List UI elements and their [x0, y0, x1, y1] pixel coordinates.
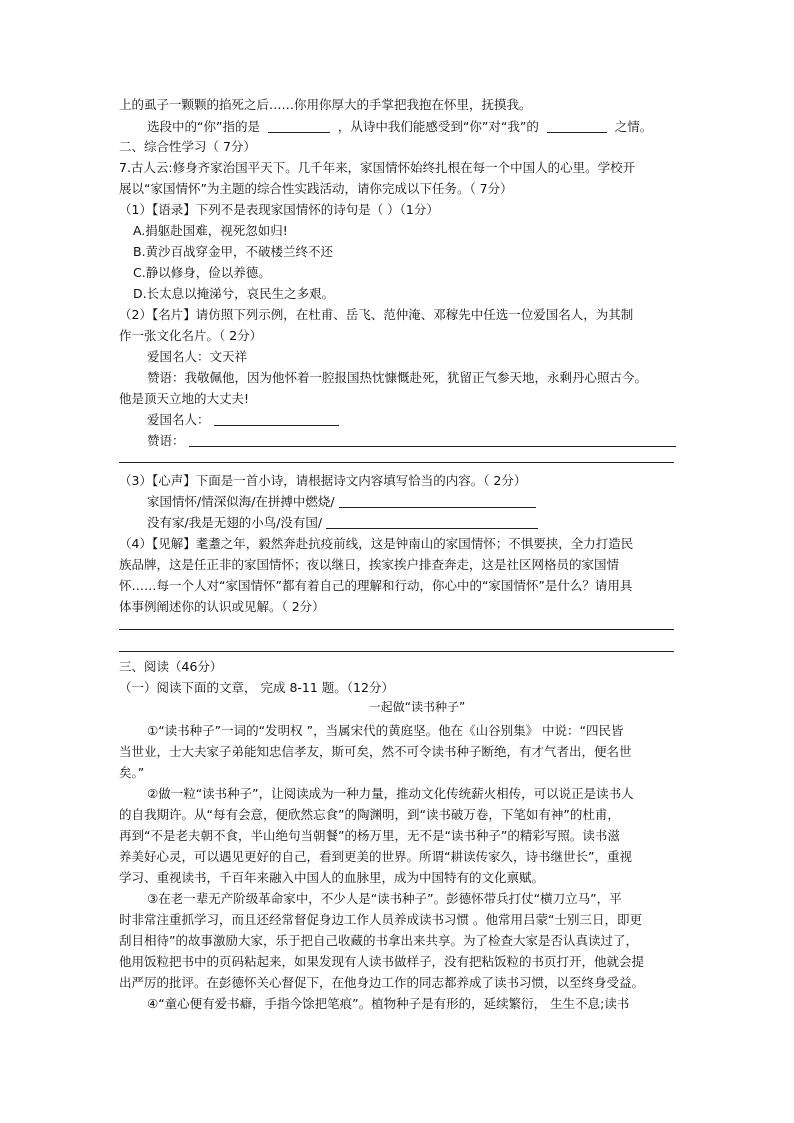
name-label: 爱国名人：	[147, 412, 210, 427]
question-7-1: （1）【语录】下列不是表现家国情怀的诗句是（ ）（1分）	[119, 202, 439, 217]
blank-prompt-2: ，从诗中我们能感受到“你”对“我”的	[337, 119, 539, 134]
article-para-3: ③在老一辈无产阶级革命家中，不少人是“读书种子”。彭德怀带兵打仗“横刀立马”，平	[147, 891, 622, 906]
praise-answer-blank[interactable]	[189, 433, 676, 447]
article-para-1: ①“读书种子”一词的“发明权 ”，当属宋代的黄庭坚。他在《山谷别集》 中说：“四民皆	[147, 723, 624, 738]
article-para-3-cont-4: 出严厉的批评。在彭德怀关心督促下，在他身边工作的同志都养成了读书习惯，以至终身受益。	[119, 975, 645, 990]
answer-line-7-4-1[interactable]	[119, 629, 674, 630]
section-heading-2: 二、综合性学习（ 7分）	[119, 139, 256, 154]
poem-blank-2[interactable]	[326, 515, 538, 529]
question-7-3: （3）【心声】下面是一首小诗，请根据诗文内容填写恰当的内容。（ 2分）	[119, 473, 527, 488]
option-c[interactable]: C.静以修身，俭以养德。	[133, 265, 271, 280]
poem-blank-1[interactable]	[339, 494, 536, 508]
question-7-4: （4）【见解】耄耋之年，毅然奔赴抗疫前线，这是钟南山的家国情怀；不惧要挟，全力打造民	[119, 536, 634, 551]
answer-line-7-4-2[interactable]	[119, 651, 674, 652]
blank-suffix: 之情。	[614, 119, 653, 134]
name-answer-row	[147, 411, 339, 429]
question-7-4-cont-3: 体事例阐述你的认识或见解。（ 2分）	[119, 599, 325, 614]
poem-line-1	[147, 493, 536, 511]
question-7-intro-cont: 展以“家国情怀”为主题的综合性实践活动，请你完成以下任务。（ 7分）	[119, 181, 513, 196]
article-para-2: ②做一粒“读书种子”，让阅读成为一种力量，推动文化传统薪火相传，可以说正是读书人	[147, 786, 634, 801]
article-para-2-cont-3: 养美好心灵，可以遇见更好的自己，看到更美的世界。所谓“耕读传家久，诗书继世长”，重视	[119, 849, 632, 864]
reading-instruction: （一）阅读下面的文章， 完成 8-11 题。（12分）	[119, 680, 394, 695]
section-heading-3: 三、阅读（46分）	[119, 659, 223, 674]
praise-answer-row	[147, 432, 676, 450]
blank-prompt-1: 选段中的“你”指的是	[147, 119, 260, 134]
question-7-2: （2）【名片】请仿照下列示例，在杜甫、岳飞、范仲淹、邓稼先中任选一位爱国名人，为其制	[119, 307, 634, 322]
question-7-4-cont-1: 族品牌，这是任正非的家国情怀；夜以继日，挨家挨户排查奔走，这是社区网格员的家国情	[119, 557, 620, 572]
example-praise: 赞语：我敬佩他，因为他怀着一腔报国热忱慷慨赴死，犹留正气参天地，永剩丹心照古今。	[147, 370, 648, 385]
article-para-4: ④“童心便有爱书癖，手指今馀把笔痕”。植物种子是有形的，延续繁衍， 生生不息;读书	[147, 996, 630, 1011]
name-answer-blank[interactable]	[214, 412, 339, 426]
article-para-1-cont-2: 矣。”	[119, 765, 145, 780]
praise-label: 赞语：	[147, 433, 185, 448]
question-7-intro: 7.古人云:修身齐家治国平天下。几千年来，家国情怀始终扎根在每一个中国人的心里。学校开	[119, 160, 636, 175]
example-praise-cont: 他是顶天立地的大丈夫!	[119, 391, 250, 406]
article-para-3-cont-1: 时非常注重抓学习，而且还经常督促身边工作人员养成读书习惯 。他常用吕蒙“士别三日，即更	[119, 912, 642, 927]
article-para-1-cont-1: 当世业，士大夫家子弟能知忠信孝友，斯可矣，然不可令读书种子断绝，有才气者出，便名世	[119, 744, 632, 759]
question-6-blanks	[147, 118, 652, 136]
article-para-3-cont-3: 他用饭粒把书中的页码粘起来，如果发现有人读书做样子，没有把粘饭粒的书页打开，他就会提	[119, 954, 645, 969]
question-7-2-cont: 作一张文化名片。（ 2分）	[119, 328, 263, 343]
option-a[interactable]: A.捐躯赴国难，视死忽如归!	[133, 223, 288, 238]
answer-blank-2[interactable]	[547, 119, 607, 133]
option-d[interactable]: D.长太息以掩涕兮，哀民生之多艰。	[133, 286, 335, 301]
passage-fragment: 上的虱子一颗颗的掐死之后……你用你厚大的手掌把我抱在怀里，抚摸我。	[119, 97, 532, 112]
example-name: 爱国名人：文天祥	[147, 349, 248, 364]
article-para-2-cont-1: 的自我期许。从“每有会意，便欣然忘食”的陶渊明，到“读书破万卷，下笔如有神”的杜甫，	[119, 807, 620, 822]
article-para-3-cont-2: 刮目相待”的故事激励大家，乐于把自己收藏的书拿出来共享。为了检查大家是否认真读过了，	[119, 933, 638, 948]
question-7-4-cont-2: 怀……每一个人对“家国情怀”都有着自己的理解和行动，你心中的“家国情怀”是什么？请用具	[119, 578, 633, 593]
option-b[interactable]: B.黄沙百战穿金甲，不破楼兰终不还	[133, 244, 334, 259]
poem-line-2	[147, 514, 538, 532]
article-para-2-cont-2: 再到“不是老夫朝不食，半山绝句当朝餐”的杨万里，无不是“读书种子”的精彩写照。读书滋	[119, 828, 620, 843]
article-title: 一起做“读书种子”	[368, 700, 466, 714]
answer-blank-1[interactable]	[268, 119, 330, 133]
poem-line-2-text: 没有家/我是无翅的小鸟/没有国/	[147, 515, 323, 530]
praise-answer-line-2[interactable]	[119, 462, 674, 463]
poem-line-1-text: 家国情怀/情深似海/在拼搏中燃烧/	[147, 494, 335, 509]
article-para-2-cont-4: 学习、重视读书，千百年来融入中国人的血脉里，成为中国特有的文化禀赋。	[119, 870, 545, 885]
